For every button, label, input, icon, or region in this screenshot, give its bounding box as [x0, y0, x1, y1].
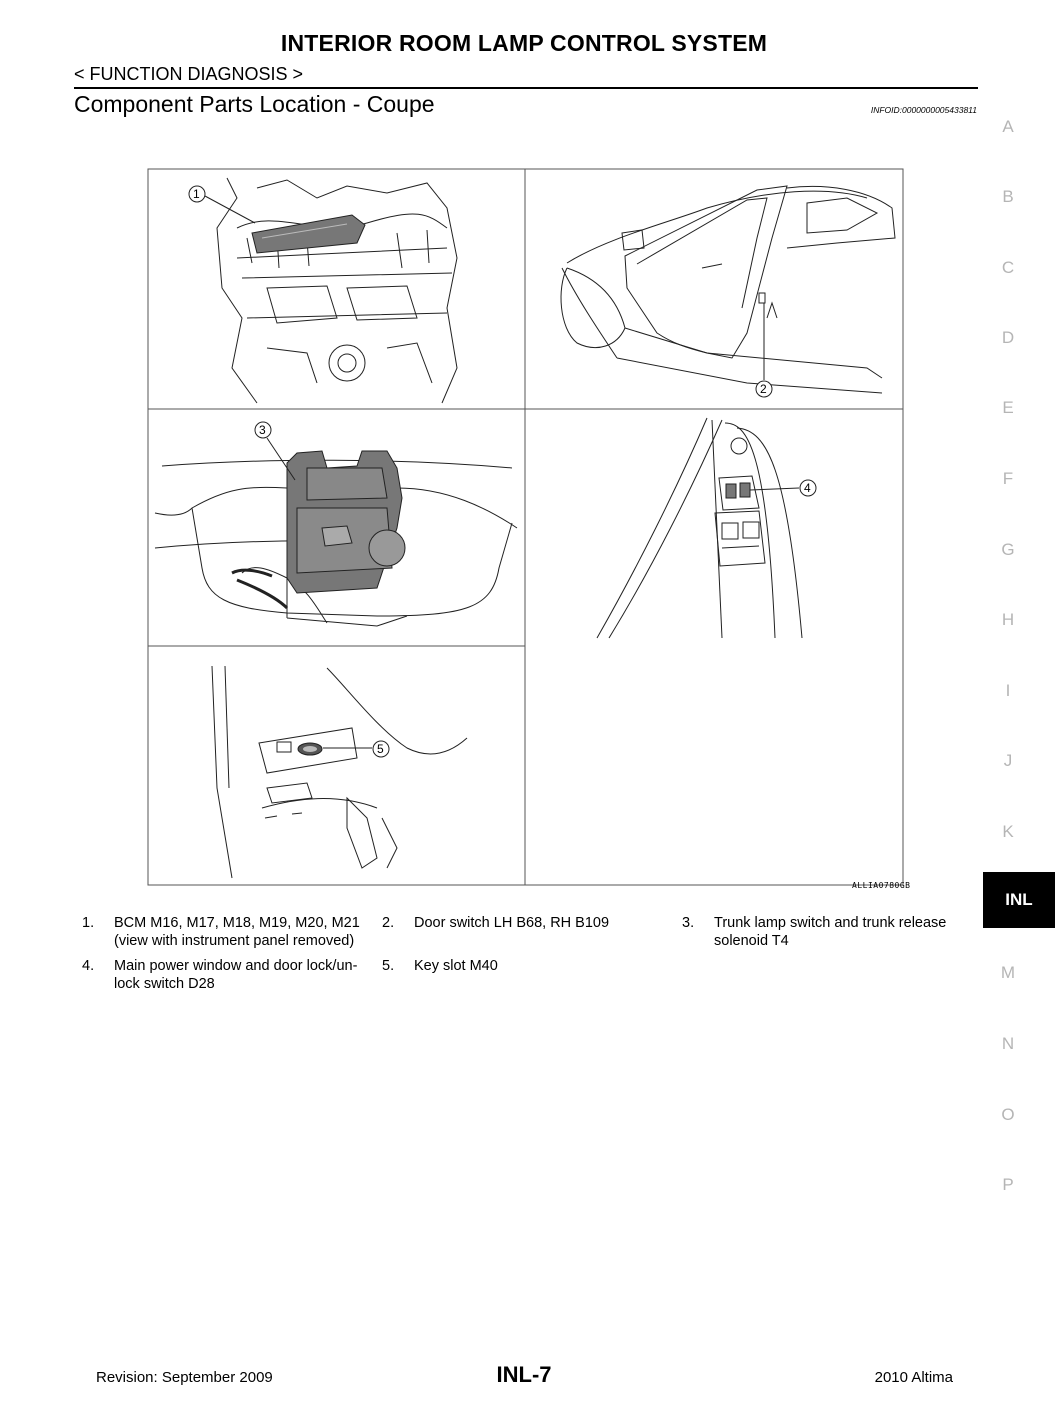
figure-code: ALLIA0780GB [852, 881, 911, 890]
index-letter-p[interactable]: P [1002, 1175, 1014, 1194]
panel-window-switch-illustration [597, 418, 802, 638]
index-letter-h[interactable]: H [1001, 610, 1015, 629]
legend-text: (view with instrument panel removed) [114, 933, 355, 949]
legend-text: lock switch D28 [114, 976, 215, 992]
index-letter-g[interactable]: G [1001, 540, 1015, 559]
svg-text:3: 3 [259, 423, 266, 437]
index-letter-a[interactable]: A [1002, 117, 1014, 136]
index-letter-m[interactable]: M [1000, 963, 1016, 982]
footer-page-number: INL-7 [496, 1362, 552, 1387]
index-letter-i[interactable]: I [1005, 681, 1011, 700]
svg-text:2: 2 [760, 382, 767, 396]
callout-1 [189, 186, 255, 223]
svg-text:1: 1 [193, 187, 200, 201]
panel-trunk-switch-illustration [155, 451, 517, 626]
index-letter-e[interactable]: E [1002, 398, 1014, 417]
component-location-figure [147, 168, 904, 886]
legend-text: Door switch LH B68, RH B109 [414, 915, 610, 931]
index-letter-c[interactable]: C [1001, 258, 1015, 277]
index-letter-d[interactable]: D [1001, 328, 1015, 347]
header-divider [74, 87, 978, 89]
legend-number: 1. [82, 915, 95, 931]
legend-number: 5. [382, 958, 395, 974]
legend-number: 2. [382, 915, 395, 931]
callout-3 [255, 422, 295, 480]
legend-text: solenoid T4 [714, 933, 789, 949]
callout-2 [756, 303, 772, 397]
index-letter-b[interactable]: B [1002, 187, 1014, 206]
svg-text:5: 5 [377, 742, 384, 756]
footer-model: 2010 Altima [874, 1369, 953, 1386]
page-subtitle: Component Parts Location - Coupe [74, 91, 435, 117]
legend-text: Main power window and door lock/un- [114, 958, 358, 974]
footer-revision: Revision: September 2009 [96, 1369, 273, 1386]
callout-4 [750, 480, 816, 496]
index-letter-j[interactable]: J [1003, 751, 1013, 770]
panel-key-slot-illustration [212, 666, 467, 878]
panel-bcm-illustration [217, 178, 457, 403]
svg-text:4: 4 [804, 481, 811, 495]
legend-text: BCM M16, M17, M18, M19, M20, M21 [114, 915, 360, 931]
legend-text: Trunk lamp switch and trunk release [714, 915, 947, 931]
panel-door-switch-illustration [561, 186, 895, 393]
index-letter-n[interactable]: N [1001, 1034, 1015, 1053]
legend-text: Key slot M40 [414, 958, 498, 974]
page-title: INTERIOR ROOM LAMP CONTROL SYSTEM [280, 30, 768, 56]
index-letter-f[interactable]: F [1002, 469, 1014, 488]
info-id: INFOID:0000000005433811 [870, 105, 977, 115]
legend-number: 4. [82, 958, 95, 974]
index-letter-k[interactable]: K [1002, 822, 1014, 841]
index-letter-o[interactable]: O [1001, 1105, 1015, 1124]
active-section-tab[interactable]: INL [983, 872, 1055, 928]
section-breadcrumb: < FUNCTION DIAGNOSIS > [74, 64, 304, 84]
legend-number: 3. [682, 915, 695, 931]
